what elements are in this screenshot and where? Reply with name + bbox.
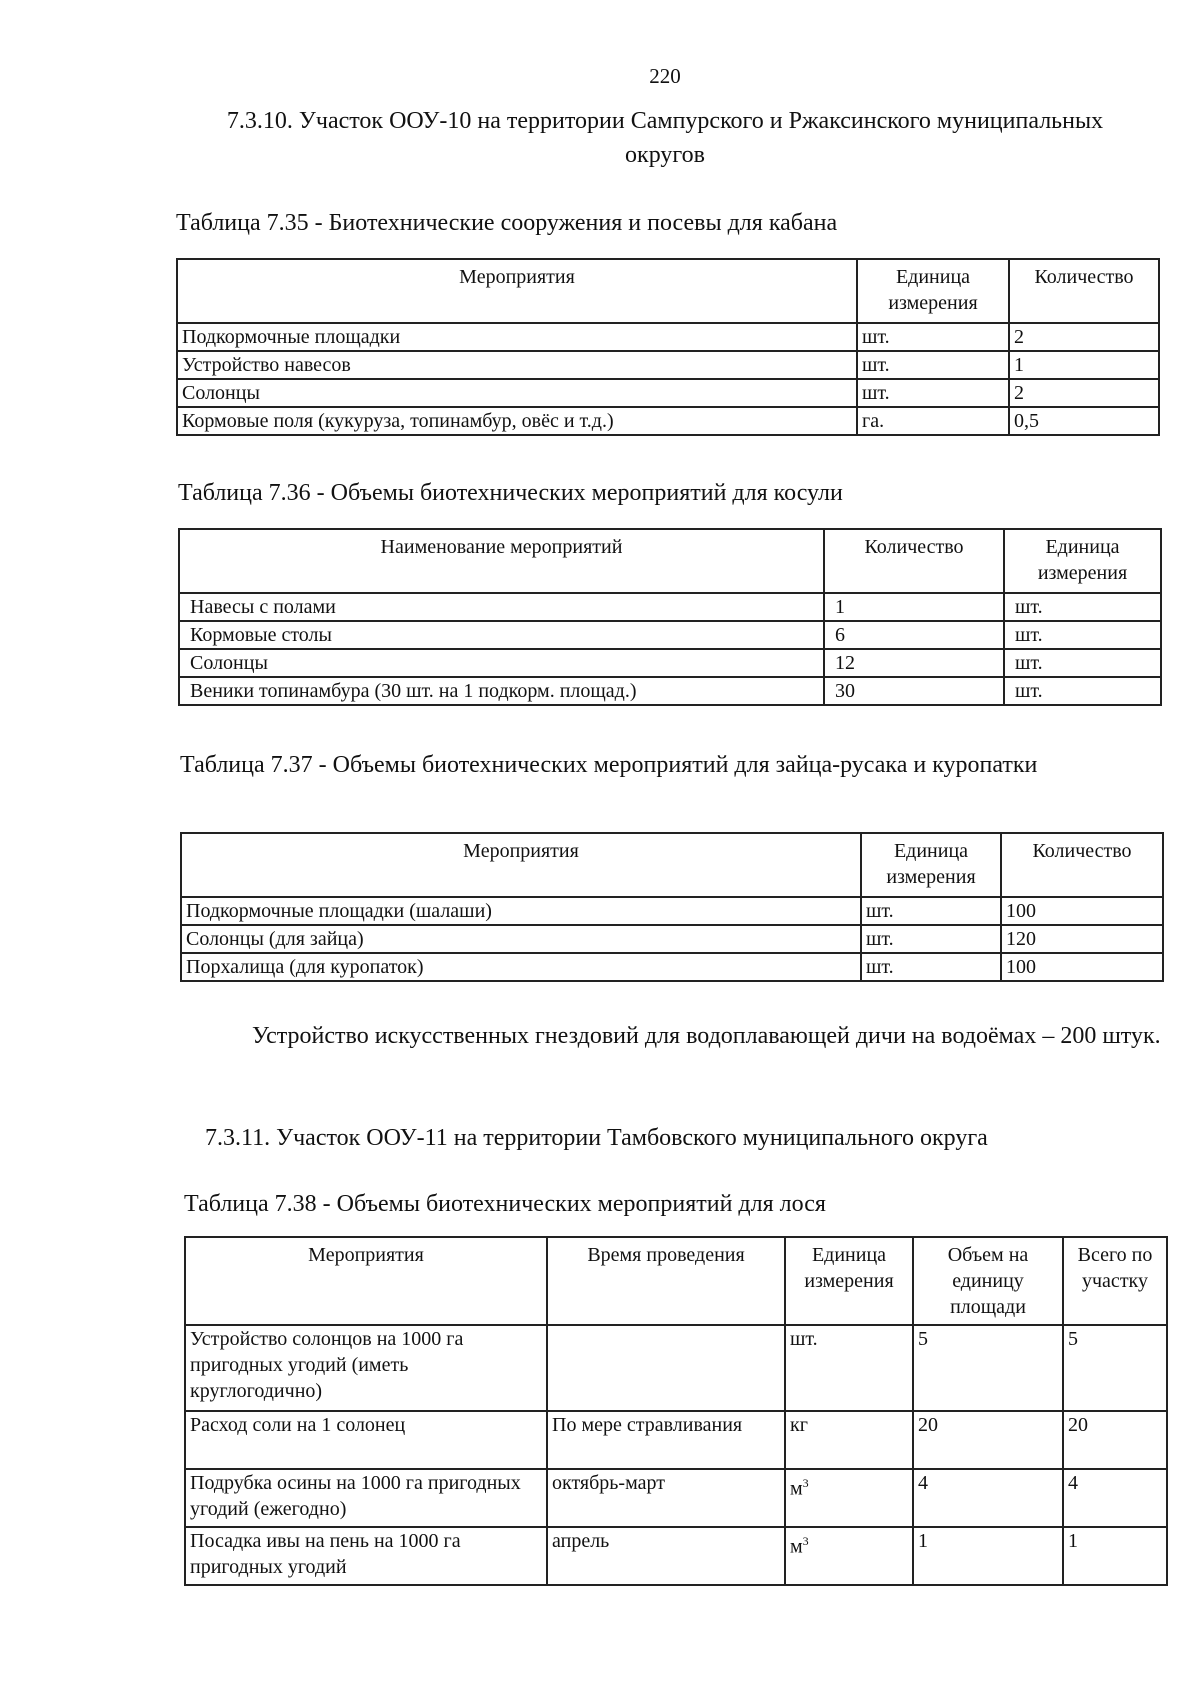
page-number: 220 <box>649 64 681 88</box>
table-cell: 1 <box>913 1527 1063 1585</box>
table-cell: Посадка ивы на пень на 1000 га пригодных угодий <box>185 1527 547 1585</box>
table-cell: Порхалища (для куропаток) <box>181 953 861 981</box>
table-cell: 6 <box>824 621 1004 649</box>
table-caption-7-35: Таблица 7.35 - Биотехнические сооружения и посевы для кабана <box>176 210 838 236</box>
column-header: Наименование мероприятий <box>179 529 824 593</box>
table-row <box>179 677 1161 705</box>
table-row <box>181 953 1163 981</box>
unit-text: м <box>790 1477 803 1500</box>
table-cell: 2 <box>1009 379 1159 407</box>
table-cell: Веники топинамбура (30 шт. на 1 подкорм. площад.) <box>179 677 824 705</box>
table-cell: шт. <box>1004 621 1161 649</box>
table-row <box>177 351 1159 379</box>
table-cell: кг <box>785 1411 913 1469</box>
table-row <box>179 593 1161 621</box>
column-header: Единица измерения <box>1004 529 1161 593</box>
body-paragraph: Устройство искусственных гнездовий для водоплавающей дичи на водоёмах – 200 штук. <box>252 1023 1161 1049</box>
table-cell: шт. <box>785 1325 913 1411</box>
table-cell: 5 <box>913 1325 1063 1411</box>
table-cell: Кормовые столы <box>179 621 824 649</box>
column-header: Мероприятия <box>185 1237 547 1325</box>
table-cell: Устройство солонцов на 1000 га пригодных угодий (иметь круглогодично) <box>185 1325 547 1411</box>
table-cell: 1 <box>1009 351 1159 379</box>
table-cell: Расход соли на 1 солонец <box>185 1411 547 1469</box>
table-cell <box>785 1469 913 1527</box>
table-row <box>177 323 1159 351</box>
table-cell: га. <box>857 407 1009 435</box>
table-cell: Кормовые поля (кукуруза, топинамбур, овёс и т.д.) <box>177 407 857 435</box>
column-header: Всего по участку <box>1063 1237 1167 1325</box>
table-cell: 1 <box>1063 1527 1167 1585</box>
table-cell: шт. <box>861 925 1001 953</box>
table-7-37 <box>180 832 1164 982</box>
column-header: Единица измерения <box>785 1237 913 1325</box>
table-caption-7-38: Таблица 7.38 - Объемы биотехнических мероприятий для лося <box>184 1191 826 1217</box>
table-cell: 20 <box>913 1411 1063 1469</box>
table-row <box>179 621 1161 649</box>
table-cell: Подрубка осины на 1000 га пригодных угодий (ежегодно) <box>185 1469 547 1527</box>
table-cell: 120 <box>1001 925 1163 953</box>
table-row <box>185 1469 1167 1527</box>
column-header: Мероприятия <box>181 833 861 897</box>
table-caption-7-36: Таблица 7.36 - Объемы биотехнических мероприятий для косули <box>178 480 843 506</box>
table-cell: шт. <box>861 897 1001 925</box>
section-heading-7-3-11: 7.3.11. Участок ООУ-11 на территории Тамбовского муниципального округа <box>205 1125 988 1151</box>
table-cell: 1 <box>824 593 1004 621</box>
table-cell <box>785 1527 913 1585</box>
section-heading-7-3-10: 7.3.10. Участок ООУ-10 на территории Сампурского и Ржаксинского муниципальных округов <box>226 108 1104 168</box>
table-cell: октябрь-март <box>547 1469 785 1527</box>
table-cell: Подкормочные площадки <box>177 323 857 351</box>
table-cell: 20 <box>1063 1411 1167 1469</box>
table-cell: апрель <box>547 1527 785 1585</box>
table-cell: шт. <box>857 323 1009 351</box>
table-7-36 <box>178 528 1162 706</box>
table-row <box>185 1411 1167 1469</box>
table-cell: 2 <box>1009 323 1159 351</box>
table-cell: 100 <box>1001 897 1163 925</box>
table-cell: 12 <box>824 649 1004 677</box>
table-cell: Солонцы <box>177 379 857 407</box>
table-row <box>177 379 1159 407</box>
column-header: Единица измерения <box>861 833 1001 897</box>
table-row <box>185 1527 1167 1585</box>
table-7-35 <box>176 258 1160 436</box>
table-cell: 4 <box>913 1469 1063 1527</box>
unit-text: м <box>790 1535 803 1558</box>
unit-superscript: 3 <box>802 1534 809 1548</box>
table-cell: 30 <box>824 677 1004 705</box>
table-cell: Солонцы (для зайца) <box>181 925 861 953</box>
column-header: Мероприятия <box>177 259 857 323</box>
column-header: Объем на единицу площади <box>913 1237 1063 1325</box>
column-header: Количество <box>824 529 1004 593</box>
table-cell: шт. <box>1004 677 1161 705</box>
column-header: Количество <box>1009 259 1159 323</box>
table-cell: шт. <box>1004 593 1161 621</box>
column-header: Единица измерения <box>857 259 1009 323</box>
table-cell: Солонцы <box>179 649 824 677</box>
table-cell: шт. <box>857 351 1009 379</box>
table-cell: 5 <box>1063 1325 1167 1411</box>
table-cell: шт. <box>861 953 1001 981</box>
table-cell: шт. <box>857 379 1009 407</box>
table-cell: Навесы с полами <box>179 593 824 621</box>
table-cell: Устройство навесов <box>177 351 857 379</box>
table-7-38 <box>184 1236 1168 1586</box>
table-cell: 100 <box>1001 953 1163 981</box>
table-cell <box>547 1325 785 1411</box>
table-cell: Подкормочные площадки (шалаши) <box>181 897 861 925</box>
column-header: Количество <box>1001 833 1163 897</box>
table-cell: 4 <box>1063 1469 1167 1527</box>
table-row <box>177 407 1159 435</box>
table-row <box>181 897 1163 925</box>
table-row <box>185 1325 1167 1411</box>
table-cell: По мере стравливания <box>547 1411 785 1469</box>
table-cell: шт. <box>1004 649 1161 677</box>
table-cell: 0,5 <box>1009 407 1159 435</box>
unit-superscript: 3 <box>802 1476 809 1490</box>
table-row <box>179 649 1161 677</box>
table-caption-7-37: Таблица 7.37 - Объемы биотехнических мероприятий для зайца-русака и куропатки <box>180 752 1038 778</box>
table-row <box>181 925 1163 953</box>
column-header: Время проведения <box>547 1237 785 1325</box>
